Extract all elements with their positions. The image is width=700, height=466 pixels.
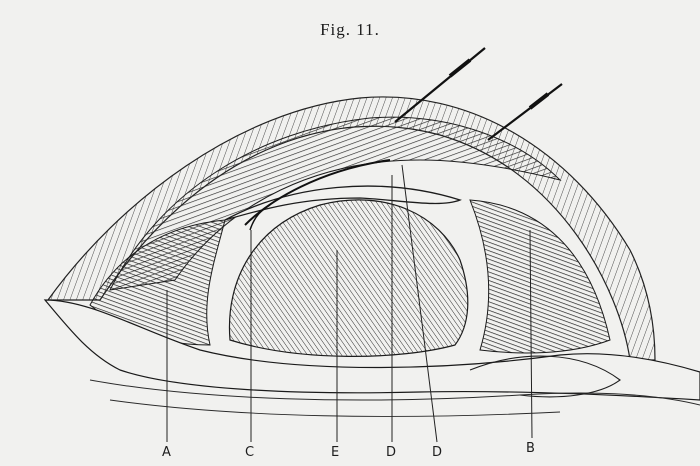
lower-contour-line <box>110 400 560 416</box>
label-d-right: D <box>432 445 443 460</box>
label-d-left: D <box>386 445 397 460</box>
label-e: E <box>331 445 340 460</box>
label-b: B <box>526 441 535 456</box>
figure-title: Fig. 11. <box>320 20 380 39</box>
label-a: A <box>162 445 171 460</box>
central-organ <box>229 200 467 357</box>
retractor-hook-right <box>488 84 562 140</box>
label-c: C <box>245 445 255 460</box>
